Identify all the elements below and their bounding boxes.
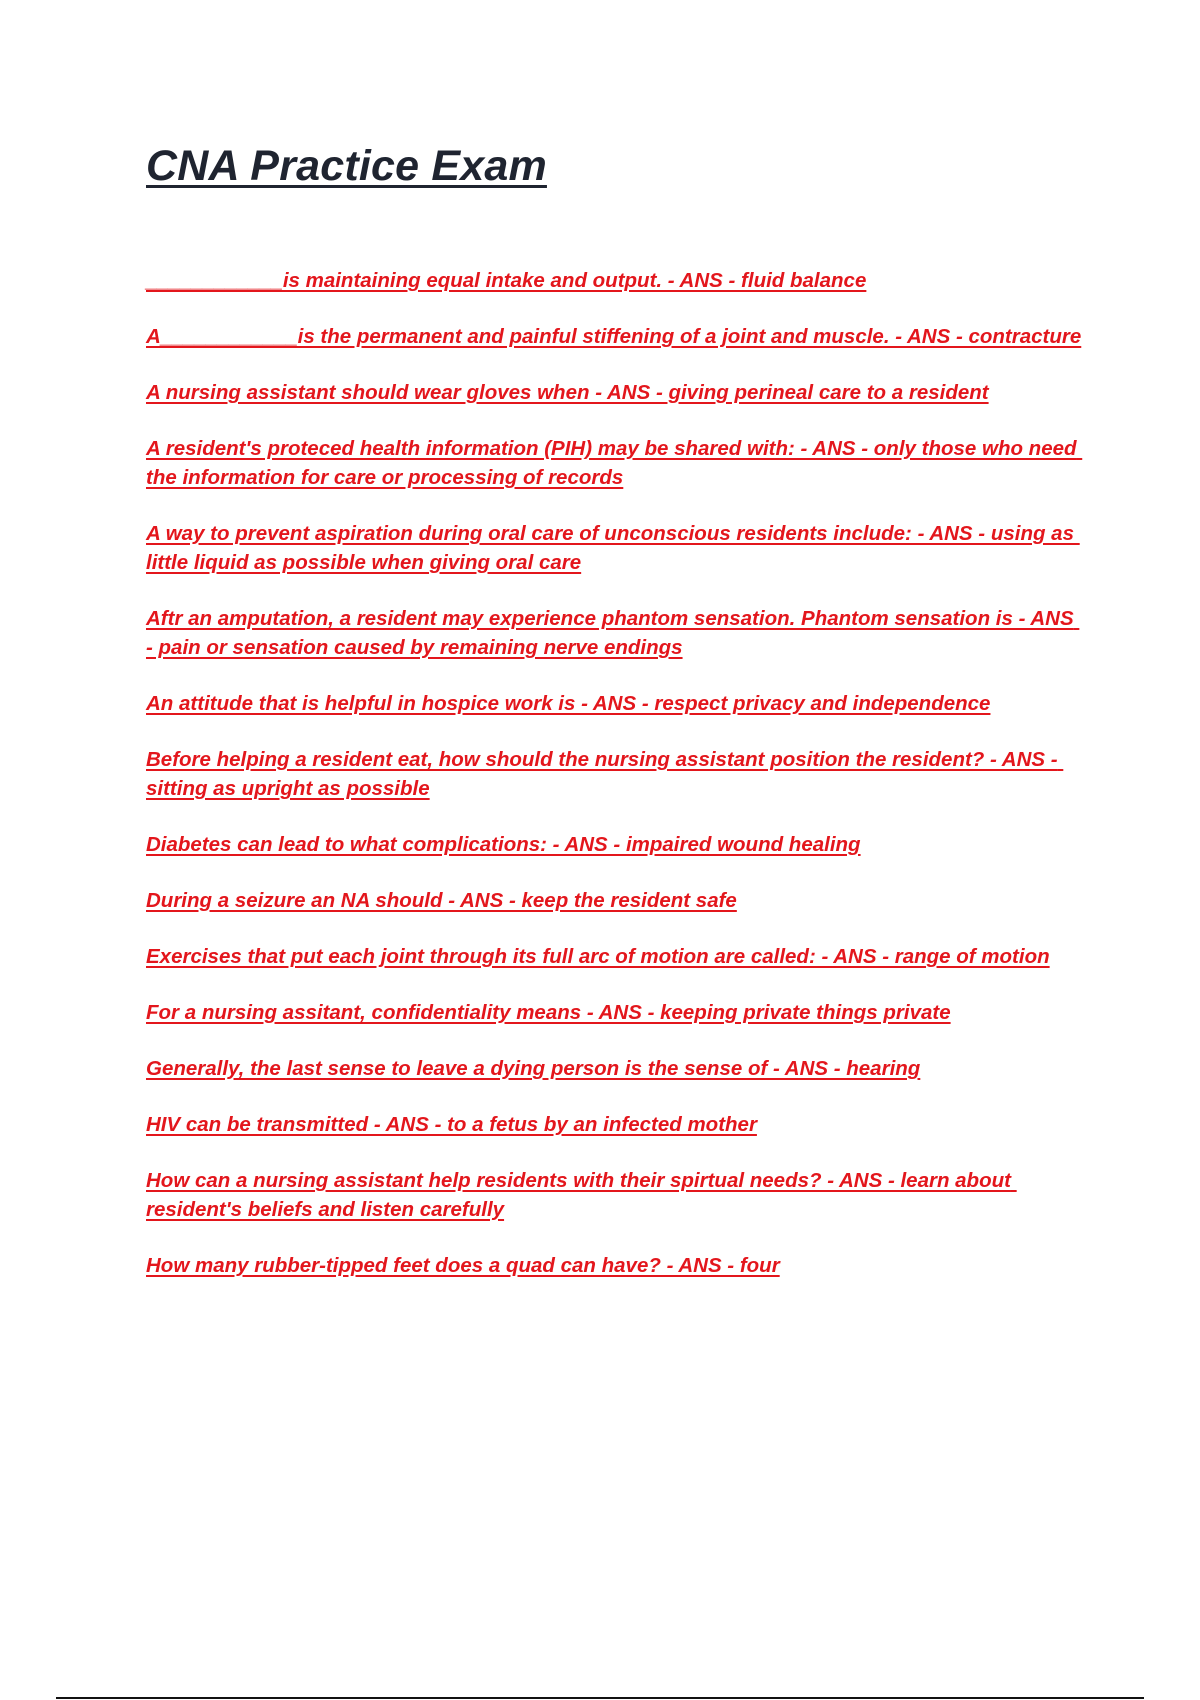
list-item (146, 378, 1086, 407)
list-item (146, 519, 1086, 577)
qa-text: A nursing assistant should wear gloves when - ANS - giving perineal care to a resident (146, 381, 989, 404)
qa-text: A way to prevent aspiration during oral care of unconscious residents include: - ANS - using as little liquid as possible when giving oral care (146, 522, 1080, 574)
list-item (146, 998, 1086, 1027)
list-item (146, 1166, 1086, 1224)
qa-text: How can a nursing assistant help residents with their spirtual needs? - ANS - learn about resident's beliefs and listen carefully (146, 1169, 1017, 1221)
page-divider (56, 1697, 1144, 1699)
list-item (146, 434, 1086, 492)
list-item (146, 604, 1086, 662)
qa-list (146, 266, 1086, 1307)
qa-text: An attitude that is helpful in hospice work is - ANS - respect privacy and independence (146, 692, 991, 715)
qa-text: A resident's proteced health information (PIH) may be shared with: - ANS - only those who need the information for care or processing of records (146, 437, 1083, 489)
list-item (146, 1054, 1086, 1083)
list-item (146, 745, 1086, 803)
list-item (146, 886, 1086, 915)
list-item (146, 689, 1086, 718)
qa-text: Before helping a resident eat, how should the nursing assistant position the resident? - ANS - sitting as upright as possible (146, 748, 1064, 800)
qa-text: For a nursing assitant, confidentiality means - ANS - keeping private things private (146, 1001, 951, 1024)
list-item (146, 1110, 1086, 1139)
qa-text: How many rubber-tipped feet does a quad can have? - ANS - four (146, 1254, 780, 1277)
qa-text: HIV can be transmitted - ANS - to a fetus by an infected mother (146, 1113, 757, 1136)
list-item (146, 322, 1086, 351)
list-item (146, 830, 1086, 859)
qa-text: Diabetes can lead to what complications: - ANS - impaired wound healing (146, 833, 861, 856)
qa-text: Generally, the last sense to leave a dying person is the sense of - ANS - hearing (146, 1057, 921, 1080)
qa-text: Exercises that put each joint through its full arc of motion are called: - ANS - range of motion (146, 945, 1050, 968)
qa-text: Aftr an amputation, a resident may experience phantom sensation. Phantom sensation is - ANS - pain or sensation caused by remaining nerve endings (146, 607, 1080, 659)
list-item (146, 942, 1086, 971)
qa-text: A____________is the permanent and painful stiffening of a joint and muscle. - ANS - contracture (146, 325, 1082, 348)
list-item (146, 1251, 1086, 1280)
list-item (146, 266, 1086, 295)
qa-text: ____________is maintaining equal intake and output. - ANS - fluid balance (146, 269, 867, 292)
qa-text: During a seizure an NA should - ANS - keep the resident safe (146, 889, 737, 912)
page-title: CNA Practice Exam (146, 142, 547, 190)
